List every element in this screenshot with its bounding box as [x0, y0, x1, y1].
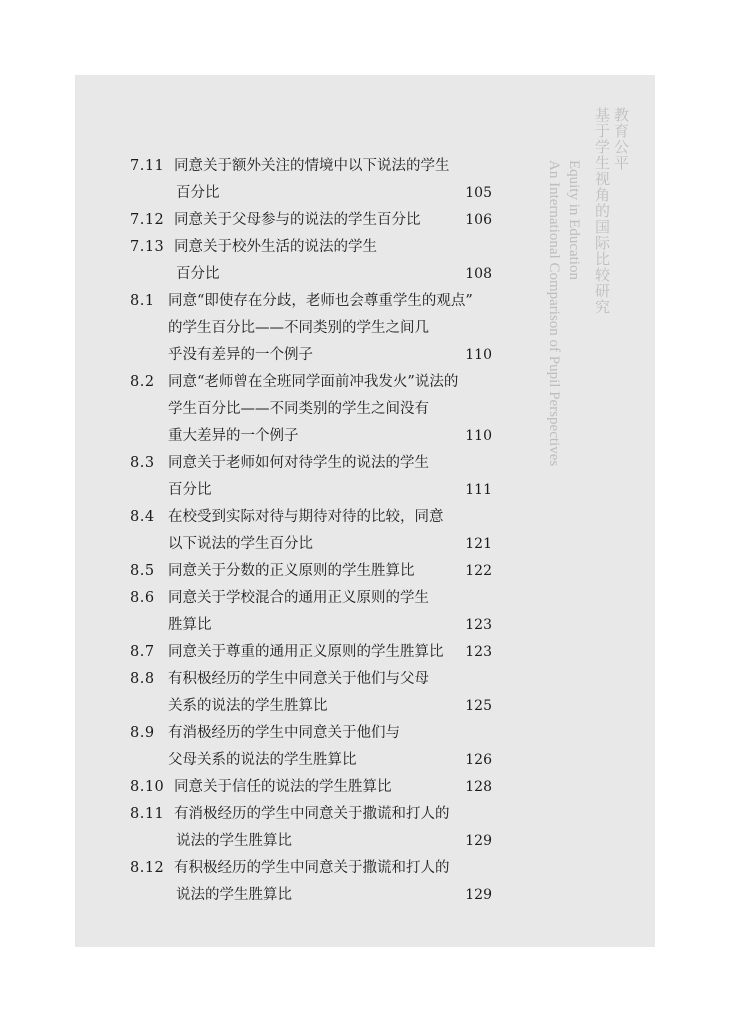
toc-entry[interactable] — [130, 558, 492, 585]
toc-line — [130, 423, 492, 450]
toc-line — [130, 558, 492, 585]
toc-line — [130, 666, 492, 693]
toc-entry[interactable] — [130, 450, 492, 504]
toc-entry[interactable] — [130, 720, 492, 774]
entry-number: 8.9 — [130, 725, 155, 741]
toc-line — [130, 396, 492, 423]
toc-entry[interactable] — [130, 774, 492, 801]
entry-title-line: 学生百分比——不同类别的学生之间没有 — [168, 401, 429, 417]
entry-number: 8.5 — [130, 563, 155, 579]
entry-title-line: 乎没有差异的一个例子 — [168, 347, 313, 363]
side-title-en-line2: An International Comparison of Pupil Perspectives — [546, 160, 562, 467]
toc-line — [130, 585, 492, 612]
entry-title-line: 同意关于老师如何对待学生的说法的学生 — [168, 455, 429, 471]
page-number: 108 — [465, 266, 492, 282]
toc-entry[interactable] — [130, 639, 492, 666]
toc-line — [130, 504, 492, 531]
entry-title-line: 的学生百分比——不同类别的学生之间几 — [168, 320, 429, 336]
page-number: 110 — [465, 347, 492, 363]
toc-entry[interactable] — [130, 585, 492, 639]
toc-line — [130, 639, 492, 666]
entry-number: 8.11 — [130, 806, 165, 822]
entry-number: 8.1 — [130, 293, 155, 309]
toc-entry[interactable] — [130, 801, 492, 855]
entry-number: 7.12 — [130, 212, 165, 228]
page-number: 125 — [465, 698, 492, 714]
side-title-en-line1: Equity in Education — [566, 160, 582, 280]
toc-line — [130, 369, 492, 396]
entry-number: 8.6 — [130, 590, 155, 606]
entry-title-line: 同意关于校外生活的说法的学生 — [174, 239, 377, 255]
entry-title-line: 有消极经历的学生中同意关于撒谎和打人的 — [174, 806, 450, 822]
entry-title-line: 胜算比 — [168, 617, 212, 633]
toc-entry[interactable] — [130, 234, 492, 288]
entry-number: 8.8 — [130, 671, 155, 687]
toc-line — [130, 234, 492, 261]
entry-title-line: 有积极经历的学生中同意关于撒谎和打人的 — [174, 860, 450, 876]
toc-line — [130, 693, 492, 720]
page-number: 123 — [465, 644, 492, 660]
toc-entry[interactable] — [130, 666, 492, 720]
toc-line — [130, 828, 492, 855]
toc-line — [130, 720, 492, 747]
entry-number: 7.13 — [130, 239, 165, 255]
entry-title-line: 同意关于尊重的通用正义原则的学生胜算比 — [168, 644, 444, 660]
entry-title-line: 说法的学生胜算比 — [176, 887, 292, 903]
toc-entry[interactable] — [130, 288, 492, 369]
toc-entry[interactable] — [130, 855, 492, 909]
entry-title-line: 父母关系的说法的学生胜算比 — [168, 752, 357, 768]
entry-title-line: 同意关于父母参与的说法的学生百分比 — [174, 212, 421, 228]
toc-line — [130, 612, 492, 639]
entry-number: 8.10 — [130, 779, 165, 795]
page-number: 128 — [465, 779, 492, 795]
toc-line — [130, 450, 492, 477]
page-number: 110 — [465, 428, 492, 444]
toc-line — [130, 774, 492, 801]
toc-line — [130, 477, 492, 504]
entry-title-line: 同意关于额外关注的情境中以下说法的学生 — [174, 158, 450, 174]
entry-number: 8.4 — [130, 509, 155, 525]
entry-title-line: 同意“老师曾在全班同学面前冲我发火”说法的 — [168, 374, 459, 390]
entry-number: 8.3 — [130, 455, 155, 471]
toc-line — [130, 288, 492, 315]
toc-entry[interactable] — [130, 207, 492, 234]
entry-title-line: 百分比 — [168, 482, 212, 498]
toc-entry[interactable] — [130, 153, 492, 207]
page-number: 106 — [465, 212, 492, 228]
page-number: 111 — [465, 482, 492, 498]
toc-line — [130, 531, 492, 558]
toc-line — [130, 153, 492, 180]
page-number: 122 — [465, 563, 492, 579]
entry-title-line: 百分比 — [176, 185, 220, 201]
entry-title-line: 重大差异的一个例子 — [168, 428, 299, 444]
entry-number: 8.12 — [130, 860, 165, 876]
entry-title-line: 关系的说法的学生胜算比 — [168, 698, 328, 714]
entry-title-line: 说法的学生胜算比 — [176, 833, 292, 849]
toc-line — [130, 180, 492, 207]
toc-entry[interactable] — [130, 369, 492, 450]
toc-entry[interactable] — [130, 504, 492, 558]
toc-line — [130, 801, 492, 828]
page-number: 129 — [465, 887, 492, 903]
entry-title-line: 百分比 — [176, 266, 220, 282]
toc-line — [130, 261, 492, 288]
table-of-figures — [130, 153, 492, 909]
page-number: 129 — [465, 833, 492, 849]
entry-number: 8.7 — [130, 644, 155, 660]
toc-line — [130, 315, 492, 342]
page-number: 123 — [465, 617, 492, 633]
toc-line — [130, 855, 492, 882]
entry-number: 8.2 — [130, 374, 155, 390]
toc-line — [130, 882, 492, 909]
page-number: 121 — [465, 536, 492, 552]
entry-title-line: 同意关于学校混合的通用正义原则的学生 — [168, 590, 429, 606]
entry-number: 7.11 — [130, 158, 165, 174]
entry-title-line: 以下说法的学生百分比 — [168, 536, 313, 552]
entry-title-line: 有消极经历的学生中同意关于他们与 — [168, 725, 400, 741]
entry-title-line: 同意关于信任的说法的学生胜算比 — [174, 779, 392, 795]
side-title-cn-line2: 基于学生视角的国际比较研究 — [593, 107, 611, 315]
entry-title-line: 在校受到实际对待与期待对待的比较，同意 — [168, 509, 444, 525]
side-title-cn-line1: 教育公平 — [612, 107, 630, 171]
entry-title-line: 有积极经历的学生中同意关于他们与父母 — [168, 671, 429, 687]
toc-line — [130, 207, 492, 234]
entry-title-line: 同意“即使存在分歧，老师也会尊重学生的观点” — [168, 293, 473, 309]
page-number: 105 — [465, 185, 492, 201]
toc-line — [130, 747, 492, 774]
toc-line — [130, 342, 492, 369]
page-number: 126 — [465, 752, 492, 768]
entry-title-line: 同意关于分数的正义原则的学生胜算比 — [168, 563, 415, 579]
